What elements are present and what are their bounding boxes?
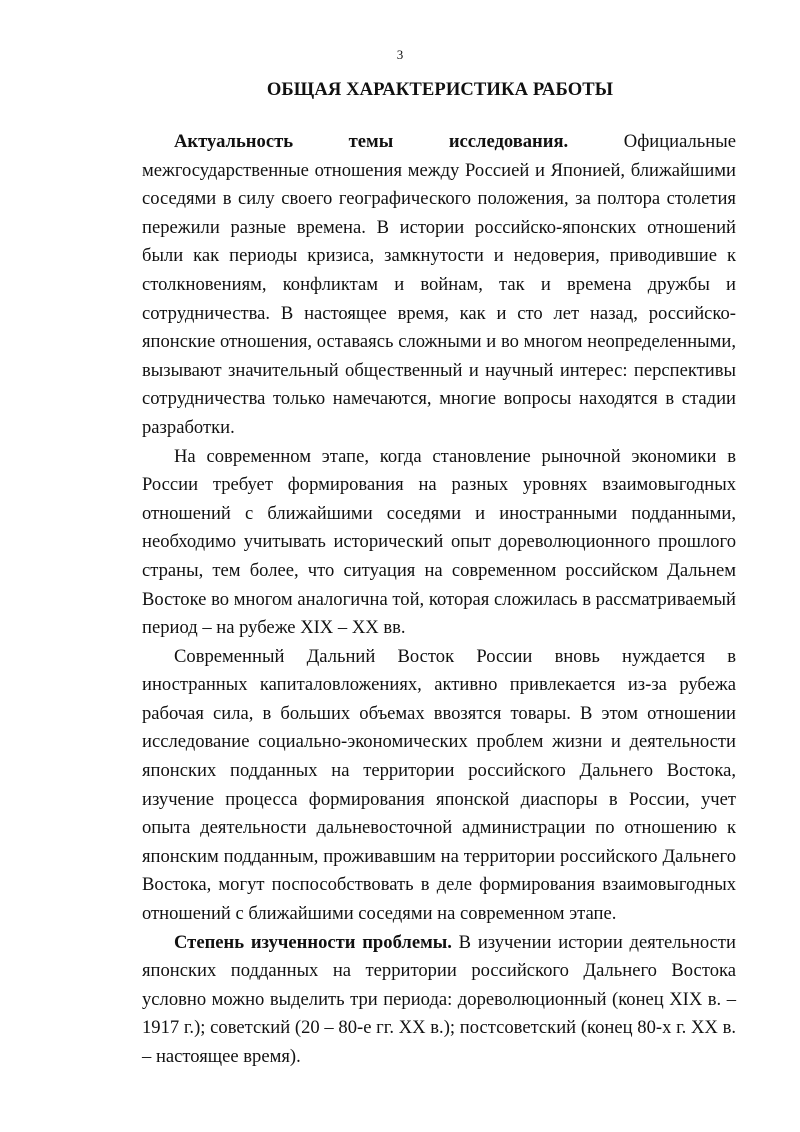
relevance-heading-word-3: исследования. xyxy=(448,131,569,152)
relevance-first-word: Официальные xyxy=(623,131,736,152)
document-body xyxy=(142,128,736,1072)
relevance-heading-word-1: Актуальность xyxy=(174,131,294,152)
study-degree-heading: Степень изученности проблемы. xyxy=(174,931,452,953)
page-number: 3 xyxy=(396,47,404,62)
study-degree-text: В изучении истории деятельности японских подданных на территории российского Дальнего Востока условно можно выделить три периода: дореволюционный (конец XIX в. – 1917 г.); советский (20 – 80-е гг. XX в.); постсоветский (конец 80-х г. XX в. – настоящее время). xyxy=(142,931,736,1067)
page-title: ОБЩАЯ ХАРАКТЕРИСТИКА РАБОТЫ xyxy=(266,79,614,100)
relevance-paragraph: межгосударственные отношения между Россией и Японией, ближайшими соседями в силу своего географического положения, за полтора столетия пережили разные времена. В истории российско-японских отношений были как периоды кризиса, замкнутости и недоверия, приводившие к столкновениям, конфликтам и войнам, так и времена дружбы и сотрудничества. В настоящее время, как и сто лет назад, российско-японские отношения, оставаясь сложными и во многом неопределенными, вызывают значительный общественный и научный интерес: перспективы сотрудничества только намечаются, многие вопросы находятся в стадии разработки. xyxy=(142,159,736,438)
relevance-heading-line xyxy=(142,128,736,157)
paragraph-2: На современном этапе, когда становление рыночной экономики в России требует формирования на разных уровнях взаимовыгодных отношений с ближайшими соседями и иностранными подданными, необходимо учитывать исторический опыт дореволюционного прошлого страны, тем более, что ситуация на современном российском Дальнем Востоке во многом аналогична той, которая сложилась в рассматриваемый период – на рубеже XIX – XX вв. xyxy=(142,445,736,639)
study-degree-paragraph xyxy=(142,929,736,1072)
relevance-heading-word-2: темы xyxy=(348,131,394,152)
paragraph-3: Современный Дальний Восток России вновь нуждается в иностранных капиталовложениях, активно привлекается из-за рубежа рабочая сила, в больших объемах ввозятся товары. В этом отношении исследование социально-экономических проблем жизни и деятельности японских подданных на территории российского Дальнего Востока, изучение процесса формирования японской диаспоры в России, учет опыта деятельности дальневосточной администрации по отношению к японским подданным, проживавшим на территории российского Дальнего Востока, могут поспособствовать в деле формирования взаимовыгодных отношений с ближайшими соседями на современном этапе. xyxy=(142,645,736,925)
